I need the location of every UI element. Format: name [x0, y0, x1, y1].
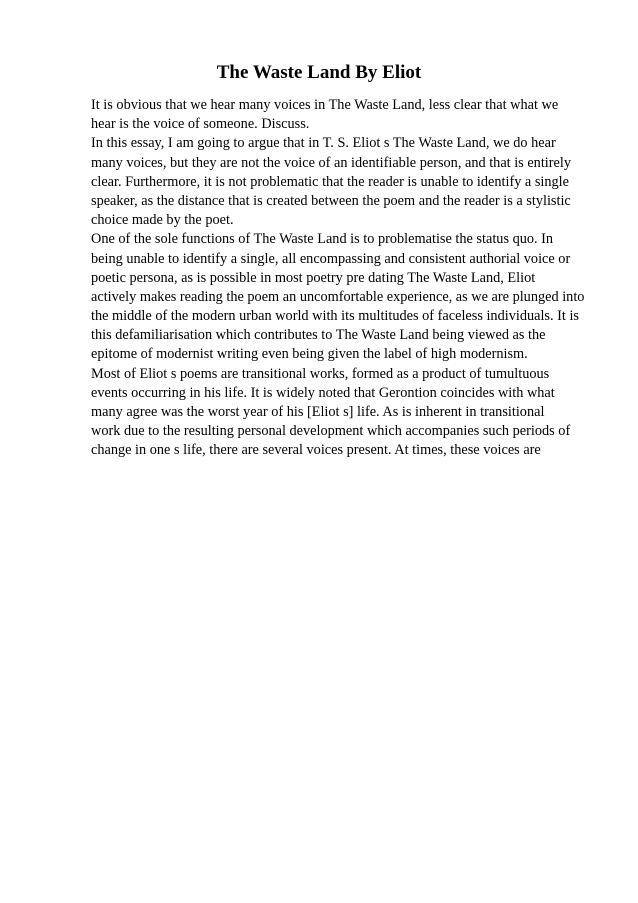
text-line: One of the sole functions of The Waste Land is to problematise the status quo. In [91, 231, 554, 248]
text-line: It is obvious that we hear many voices in The Waste Land, less clear that what we [91, 97, 559, 113]
text-line: events occurring in his life. It is widely noted that Gerontion coincides with what [91, 384, 555, 401]
text-line: the middle of the modern urban world with its multitudes of faceless individuals. It is [91, 308, 579, 325]
text-line: actively makes reading the poem an uncomfortable experience, as we are plunged into [91, 288, 585, 305]
text-line: change in one s life, there are several voices present. At times, these voices are [91, 442, 541, 459]
text-line: epitome of modernist writing even being given the label of high modernism. [91, 346, 528, 363]
text-line: speaker, as the distance that is created between the poem and the reader is a stylistic [91, 192, 571, 209]
text-line: clear. Furthermore, it is not problematic that the reader is unable to identify a single [91, 173, 570, 190]
text-line: this defamiliarisation which contributes to The Waste Land being viewed as the [91, 327, 546, 344]
text-line: hear is the voice of someone. Discuss. [91, 116, 310, 133]
text-line: Most of Eliot s poems are transitional works, formed as a product of tumultuous [91, 365, 550, 382]
document-body [91, 96, 596, 461]
text-line: In this essay, I am going to argue that in T. S. Eliot s The Waste Land, we do hear [91, 135, 556, 152]
text-line: poetic persona, as is possible in most poetry pre dating The Waste Land, Eliot [91, 269, 536, 286]
text-line: many voices, but they are not the voice of an identifiable person, and that is entirely [91, 154, 571, 171]
text-line: choice made by the poet. [91, 212, 234, 229]
text-line: work due to the resulting personal development which accompanies such periods of [91, 423, 571, 440]
text-line: many agree was the worst year of his [Eliot s] life. As is inherent in transitional [91, 404, 545, 420]
text-line: being unable to identify a single, all encompassing and consistent authorial voice or [91, 250, 571, 267]
document-title: The Waste Land By Eliot [216, 62, 422, 83]
